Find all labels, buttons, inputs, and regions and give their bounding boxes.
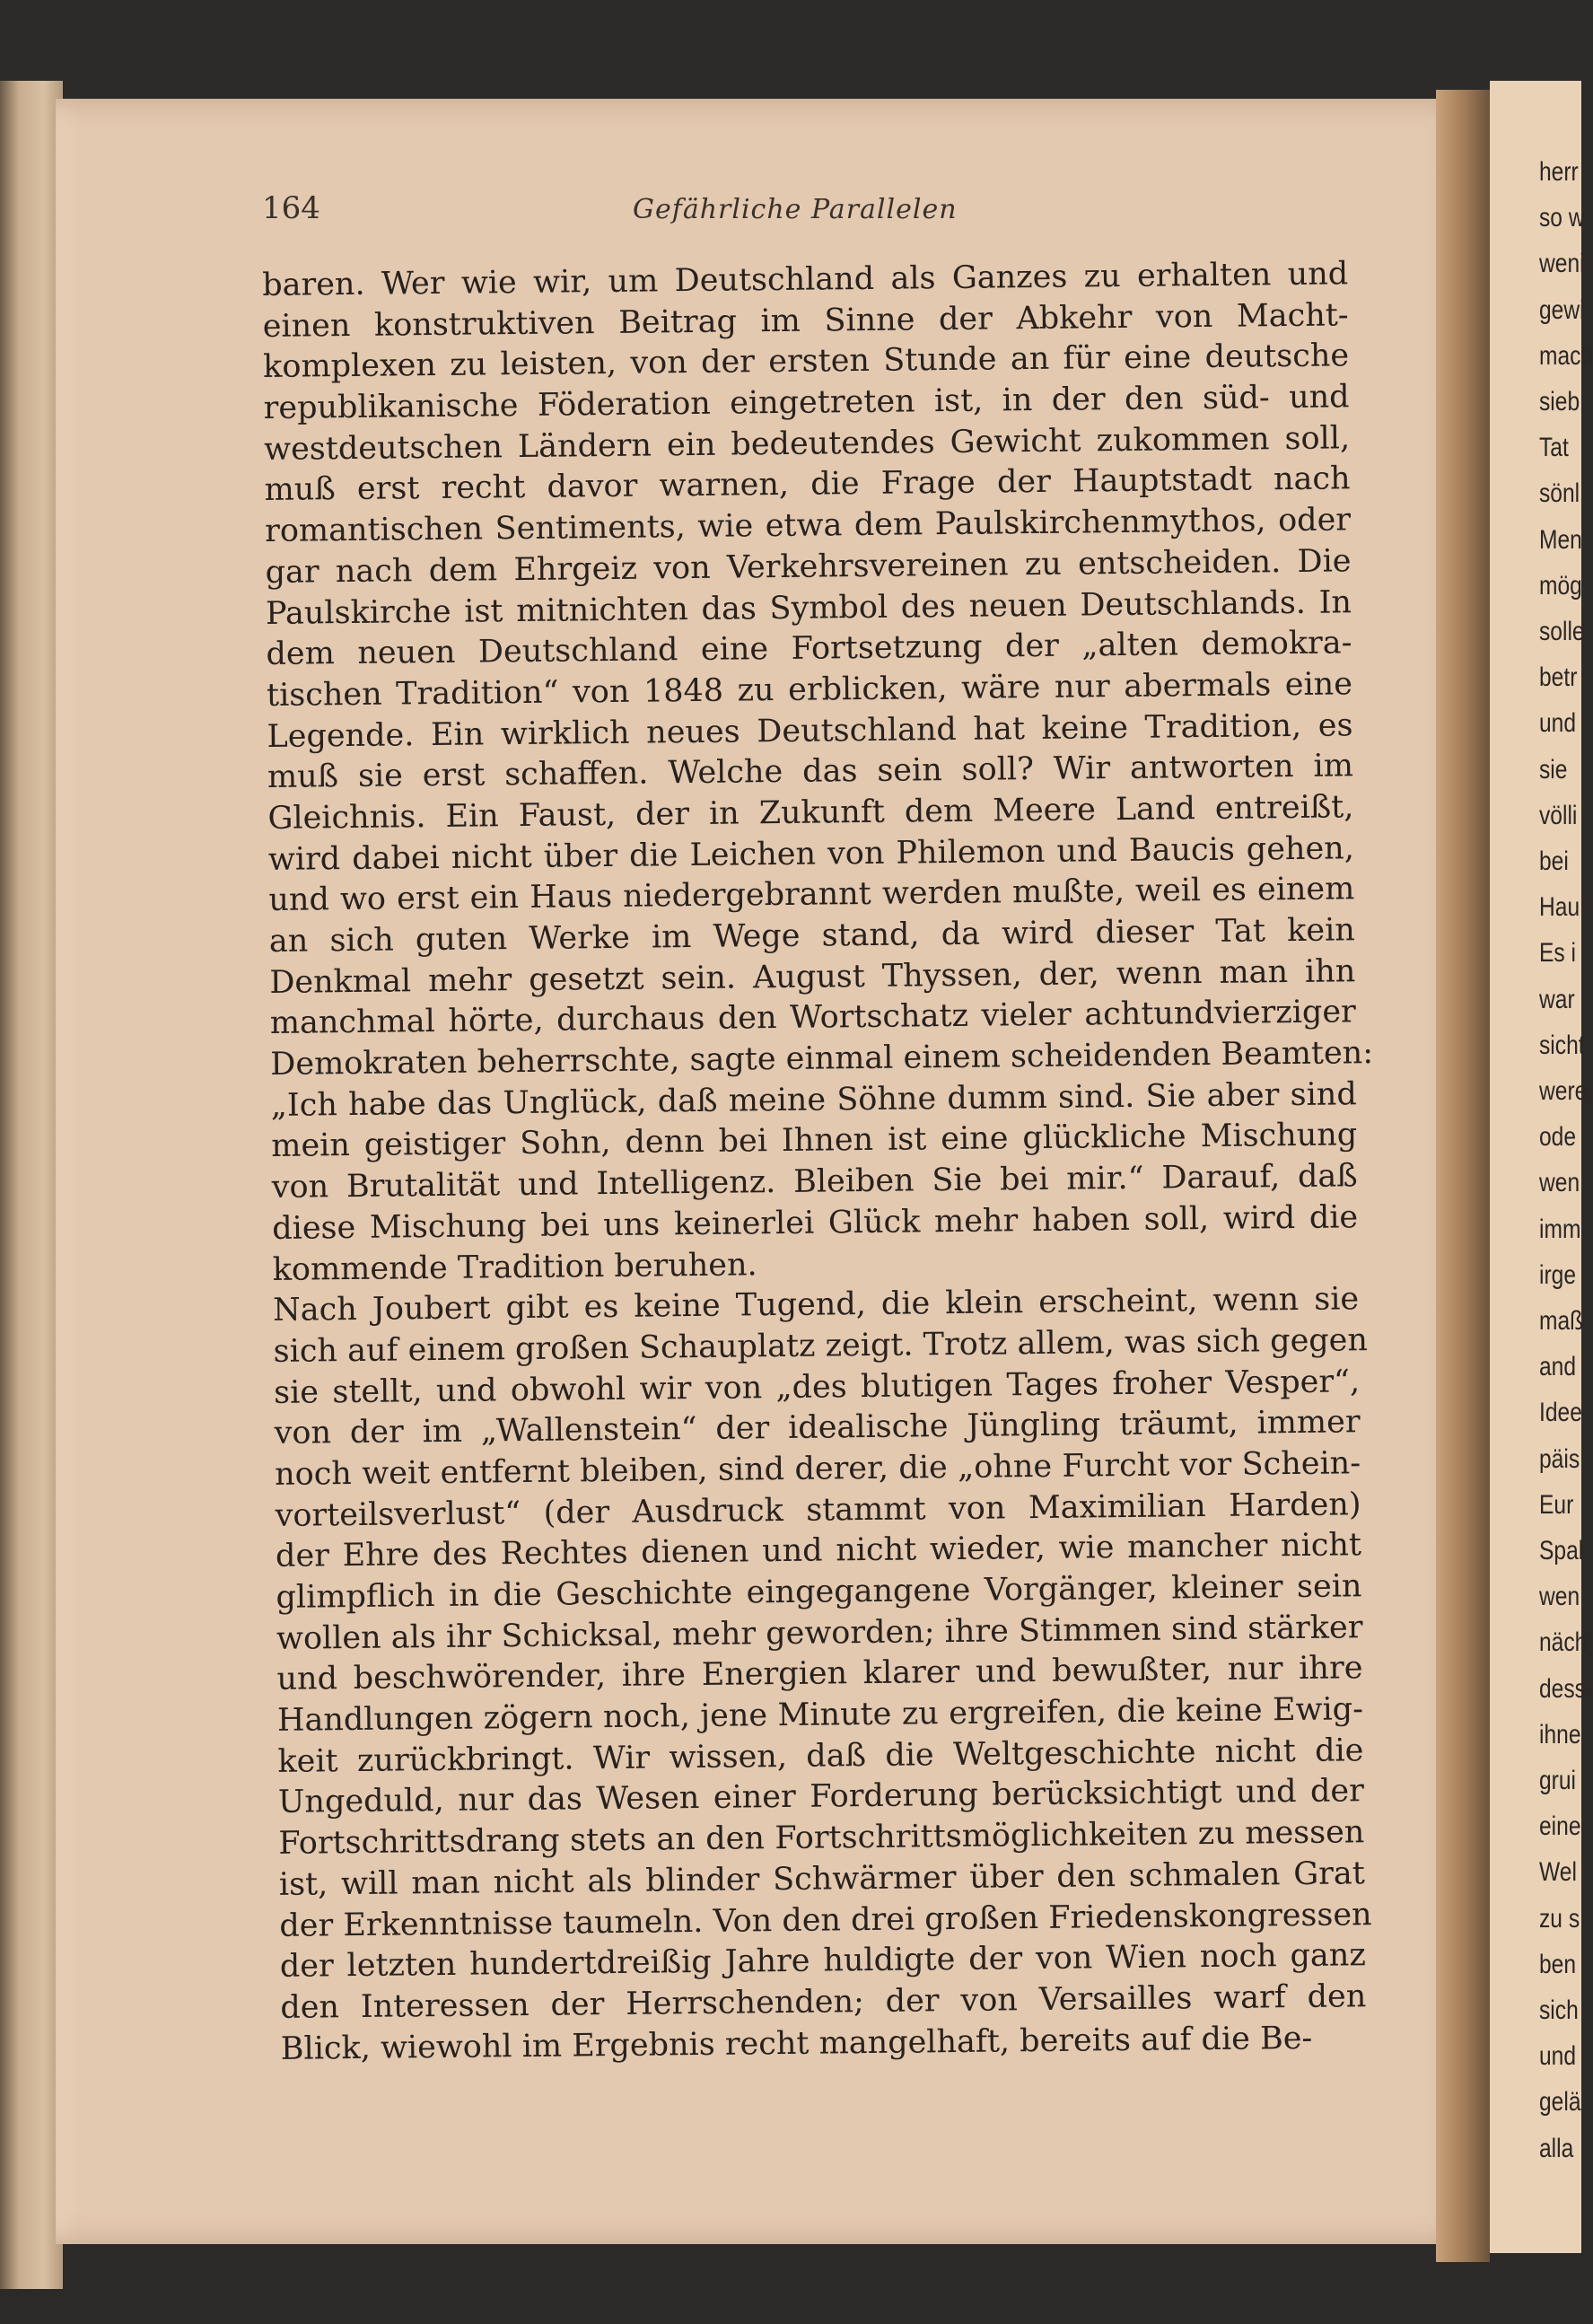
text-line: republikanische Föderation eingetreten ist, in der den süd- und xyxy=(263,379,1350,427)
facing-page-fragment: Es i xyxy=(1539,938,1577,969)
text-line: einen konstruktiven Beitrag im Sinne der Abkehr von Macht- xyxy=(262,297,1349,345)
facing-page-fragment: Idee xyxy=(1539,1398,1582,1428)
facing-page-fragment: ode xyxy=(1539,1122,1577,1153)
text-line: „Ich habe das Unglück, daß meine Söhne dumm sind. Sie aber sind xyxy=(270,1076,1357,1124)
facing-page-fragment: war xyxy=(1539,984,1575,1014)
text-line: dem neuen Deutschland eine Fortsetzung der „alten demokra- xyxy=(266,625,1352,673)
text-line: diese Mischung bei uns keinerlei Glück mehr haben soll, wird die xyxy=(272,1199,1359,1247)
facing-page-fragment: zu s xyxy=(1539,1903,1580,1934)
facing-page-fragment: were xyxy=(1539,1076,1588,1106)
text-line: keit zurückbringt. Wir wissen, daß die Weltgeschichte nicht die xyxy=(277,1732,1364,1780)
facing-page-fragment: wen xyxy=(1539,1582,1580,1612)
text-line: der Erkenntnisse taumeln. Von den drei großen Friedenskongressen xyxy=(279,1896,1372,1944)
text-line: Denkmal mehr gesetzt sein. August Thyssen, der, wenn man ihn xyxy=(269,952,1356,1001)
text-line: noch weit entfernt bleiben, sind derer, die „ohne Furcht vor Schein- xyxy=(274,1445,1361,1493)
text-line: der Ehre des Rechtes dienen und nicht wieder, wie mancher nicht xyxy=(275,1527,1362,1575)
facing-page-fragment: and xyxy=(1539,1352,1577,1382)
facing-page-fragment: Hau xyxy=(1539,892,1580,923)
text-line: sie stellt, und obwohl wir von „des blutigen Tages froher Vesper“, xyxy=(273,1363,1361,1411)
text-line: wollen als ihr Schicksal, mehr geworden; ihre Stimmen sind stärker xyxy=(276,1609,1363,1657)
text-line: gar nach dem Ehrgeiz von Verkehrsvereinen zu entscheiden. Die xyxy=(265,543,1352,591)
facing-page-fragment: betr xyxy=(1539,662,1578,693)
facing-page-fragment: grui xyxy=(1539,1766,1577,1795)
facing-page xyxy=(1490,81,1593,2253)
facing-page-fragment: alla xyxy=(1539,2133,1574,2163)
facing-page-fragment: ben xyxy=(1539,1949,1577,1979)
facing-page-fragment: sönl xyxy=(1539,478,1580,509)
facing-page-fragment: Wel xyxy=(1539,1857,1577,1888)
facing-page-fragment: päis xyxy=(1539,1443,1580,1474)
facing-page-fragment: völli xyxy=(1539,800,1578,830)
text-line: sich auf einem großen Schauplatz zeigt. Trotz allem, was sich gegen xyxy=(273,1322,1369,1370)
facing-page-fragment: sich xyxy=(1539,1995,1579,2025)
facing-page-fragment: so w xyxy=(1539,203,1585,233)
text-line: tischen Tradition“ von 1848 zu erblicken, wäre nur abermals eine xyxy=(266,666,1353,714)
page-number: 164 xyxy=(262,190,320,226)
facing-page-fragment: weni xyxy=(1539,249,1585,279)
text-line: von der im „Wallenstein“ der idealische Jüngling träumt, immer xyxy=(274,1404,1361,1452)
facing-page-fragment: imm xyxy=(1539,1214,1581,1244)
text-line: wird dabei nicht über die Leichen von Philemon und Baucis gehen, xyxy=(267,829,1355,878)
facing-page-fragment: eine xyxy=(1539,1811,1581,1842)
running-title: Gefährliche Parallelen xyxy=(633,194,958,225)
facing-page-fragment: mach xyxy=(1539,340,1593,371)
text-line: glimpflich in die Geschichte eingegangene Vorgänger, kleiner sein xyxy=(276,1568,1362,1616)
facing-page-fragment: irge xyxy=(1539,1259,1577,1290)
text-line: Demokraten beherrschte, sagte einmal einem scheidenden Beamten: xyxy=(270,1035,1374,1083)
text-line: und wo erst ein Haus niedergebrannt werden mußte, weil es einem xyxy=(268,871,1355,919)
text-line: Legende. Ein wirklich neues Deutschland hat keine Tradition, es xyxy=(267,706,1353,755)
facing-page-fragment: wen xyxy=(1539,1168,1580,1198)
text-line: manchmal hörte, durchaus den Wortschatz vieler achtundvierziger xyxy=(269,994,1356,1042)
text-line: an sich guten Werke im Wege stand, da wird dieser Tat kein xyxy=(268,912,1356,960)
facing-page-fragment: gelä xyxy=(1539,2087,1581,2118)
text-line: romantischen Sentiments, wie etwa dem Paulskirchenmythos, oder xyxy=(264,502,1352,550)
facing-page-fragment: Men xyxy=(1539,524,1582,555)
facing-page-fragment: herr xyxy=(1539,157,1579,187)
text-line: kommende Tradition beruhen. xyxy=(272,1246,757,1288)
facing-page-fragment: sicht xyxy=(1539,1030,1585,1060)
text-line: Fortschrittsdrang stets an den Fortschrittsmöglichkeiten zu messen xyxy=(278,1814,1365,1863)
running-head xyxy=(262,190,1348,235)
text-line: Blick, wiewohl im Ergebnis recht mangelhaft, bereits auf die Be- xyxy=(280,2020,1313,2067)
facing-page-fragment: Spal xyxy=(1539,1536,1584,1565)
text-line: Gleichnis. Ein Faust, der in Zukunft dem Meere Land entreißt, xyxy=(267,789,1354,837)
text-line: ist, will man nicht als blinder Schwärmer über den schmalen Grat xyxy=(278,1855,1366,1903)
text-line: der letzten hundertdreißig Jahre huldigte der von Wien noch ganz xyxy=(279,1937,1366,1986)
facing-page-fragment: ihne xyxy=(1539,1719,1581,1750)
text-line: Paulskirche ist mitnichten das Symbol des neuen Deutschlands. In xyxy=(265,583,1352,632)
text-line: Ungeduld, nur das Wesen einer Forderung berücksichtigt und der xyxy=(277,1773,1365,1821)
body-text xyxy=(262,254,1374,2070)
facing-page-fragment: bei xyxy=(1539,846,1569,876)
text-line: Nach Joubert gibt es keine Tugend, die klein erscheint, wenn sie xyxy=(272,1281,1360,1329)
book-edge xyxy=(0,81,63,2289)
text-line: komplexen zu leisten, von der ersten Stunde an für eine deutsche xyxy=(262,338,1350,386)
text-line: und beschwörender, ihre Energien klarer und bewußter, nur ihre xyxy=(276,1650,1363,1698)
text-line: den Interessen der Herrschenden; der von Versailles warf den xyxy=(280,1978,1367,2026)
text-line: baren. Wer wie wir, um Deutschland als Ganzes zu erhalten und xyxy=(262,256,1349,303)
facing-page-fragment: sie xyxy=(1539,754,1568,785)
text-line: muß sie erst schaffen. Welche das sein soll? Wir antworten im xyxy=(267,748,1354,796)
facing-page-fragment: und xyxy=(1539,2041,1577,2072)
text-line: Handlungen zögern noch, jene Minute zu ergreifen, die keine Ewig- xyxy=(276,1691,1364,1739)
book-gutter xyxy=(1436,90,1490,2262)
facing-page-fragment: Tat xyxy=(1539,433,1569,463)
facing-page-fragment: sieb: xyxy=(1539,387,1586,417)
facing-page-fragment: solle xyxy=(1539,617,1585,646)
facing-page-fragment: Eur xyxy=(1539,1489,1574,1520)
facing-page-fragment: und xyxy=(1539,708,1577,739)
facing-page-fragment: näch xyxy=(1539,1627,1588,1658)
text-line: mein geistiger Sohn, denn bei Ihnen ist eine glückliche Mischung xyxy=(271,1117,1358,1165)
facing-page-fragment: maß xyxy=(1539,1306,1584,1336)
text-line: von Brutalität und Intelligenz. Bleiben Sie bei mir.“ Darauf, daß xyxy=(271,1158,1358,1206)
text-line: vorteilsverlust“ (der Ausdruck stammt von Maximilian Harden) xyxy=(275,1486,1361,1534)
facing-page-fragment: mög xyxy=(1539,570,1582,601)
text-line: muß erst recht davor warnen, die Frage der Hauptstadt nach xyxy=(264,460,1351,509)
facing-page-fragment: dess xyxy=(1539,1673,1586,1704)
text-line: westdeutschen Ländern ein bedeutendes Gewicht zukommen soll, xyxy=(263,420,1351,468)
facing-page-fragment: gewi xyxy=(1539,294,1585,325)
